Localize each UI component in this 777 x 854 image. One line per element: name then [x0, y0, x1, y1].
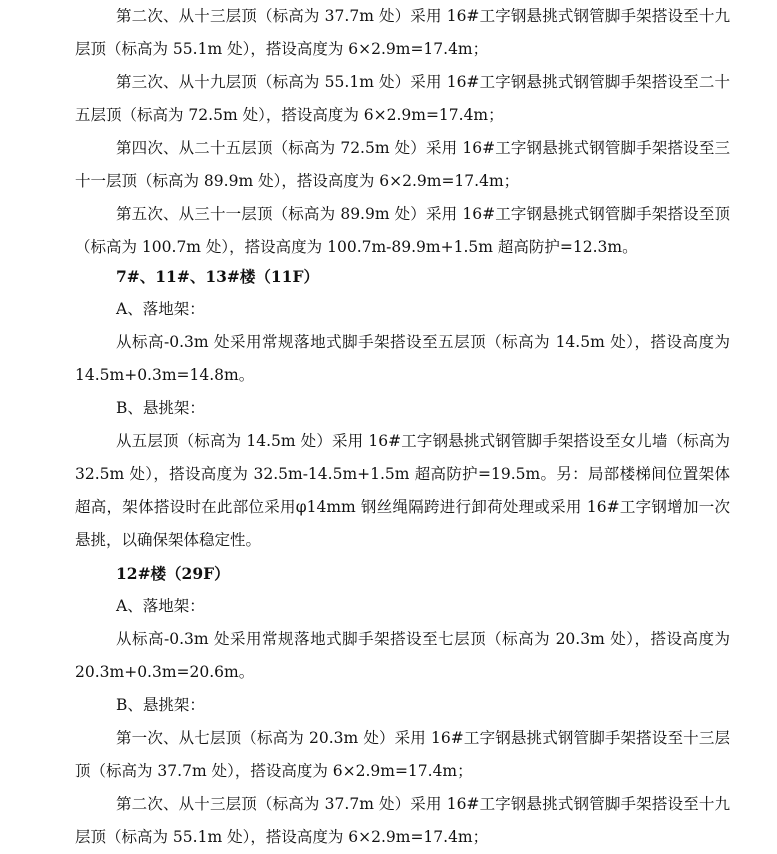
subheading-ground-frame-12: A、落地架：	[116, 597, 205, 615]
subheading-cantilever-frame: B、悬挑架：	[116, 399, 205, 417]
paragraph-third-stage: 第三次、从十九层顶（标高为 55.1m 处）采用 16#工字钢悬挑式钢管脚手架搭设至二十五层顶（标高为 72.5m 处），搭设高度为 6×2.9m=17.4m；	[75, 73, 730, 124]
paragraph-ground-frame-12-detail: 从标高-0.3m 处采用常规落地式脚手架搭设至七层顶（标高为 20.3m 处），搭设高度为 20.3m+0.3m=20.6m。	[75, 630, 731, 681]
paragraph-ground-frame-detail: 从标高-0.3m 处采用常规落地式脚手架搭设至五层顶（标高为 14.5m 处），搭设高度为 14.5m+0.3m=14.8m。	[75, 333, 731, 384]
paragraph-fourth-stage: 第四次、从二十五层顶（标高为 72.5m 处）采用 16#工字钢悬挑式钢管脚手架搭设至三十一层顶（标高为 89.9m 处），搭设高度为 6×2.9m=17.4m；	[75, 139, 730, 190]
paragraph-second-stage-12: 第二次、从十三层顶（标高为 37.7m 处）采用 16#工字钢悬挑式钢管脚手架搭设至十九层顶（标高为 55.1m 处），搭设高度为 6×2.9m=17.4m；	[75, 795, 730, 846]
section-heading-building-12: 12#楼（29F）	[116, 564, 230, 583]
paragraph-fifth-stage: 第五次、从三十一层顶（标高为 89.9m 处）采用 16#工字钢悬挑式钢管脚手架搭设至顶（标高为 100.7m 处），搭设高度为 100.7m-89.9m+1.5m 超高防护=12.3m。	[75, 205, 730, 256]
section-heading-buildings-7-11-13: 7#、11#、13#楼（11F）	[116, 267, 319, 286]
paragraph-cantilever-detail: 从五层顶（标高为 14.5m 处）采用 16#工字钢悬挑式钢管脚手架搭设至女儿墙（标高为 32.5m 处），搭设高度为 32.5m-14.5m+1.5m 超高防护=19.5m。另：局部楼梯间位置架体超高，架体搭设时在此部位采用φ14mm 钢丝绳隔跨进行卸荷处理或采用 16#工字钢增加一次悬挑，以确保架体稳定性。	[75, 432, 730, 549]
paragraph-first-stage-12: 第一次、从七层顶（标高为 20.3m 处）采用 16#工字钢悬挑式钢管脚手架搭设至十三层顶（标高为 37.7m 处），搭设高度为 6×2.9m=17.4m；	[75, 729, 730, 780]
paragraph-second-stage: 第二次、从十三层顶（标高为 37.7m 处）采用 16#工字钢悬挑式钢管脚手架搭设至十九层顶（标高为 55.1m 处），搭设高度为 6×2.9m=17.4m；	[75, 7, 730, 58]
subheading-cantilever-frame-12: B、悬挑架：	[116, 696, 205, 714]
subheading-ground-frame: A、落地架：	[116, 300, 205, 318]
